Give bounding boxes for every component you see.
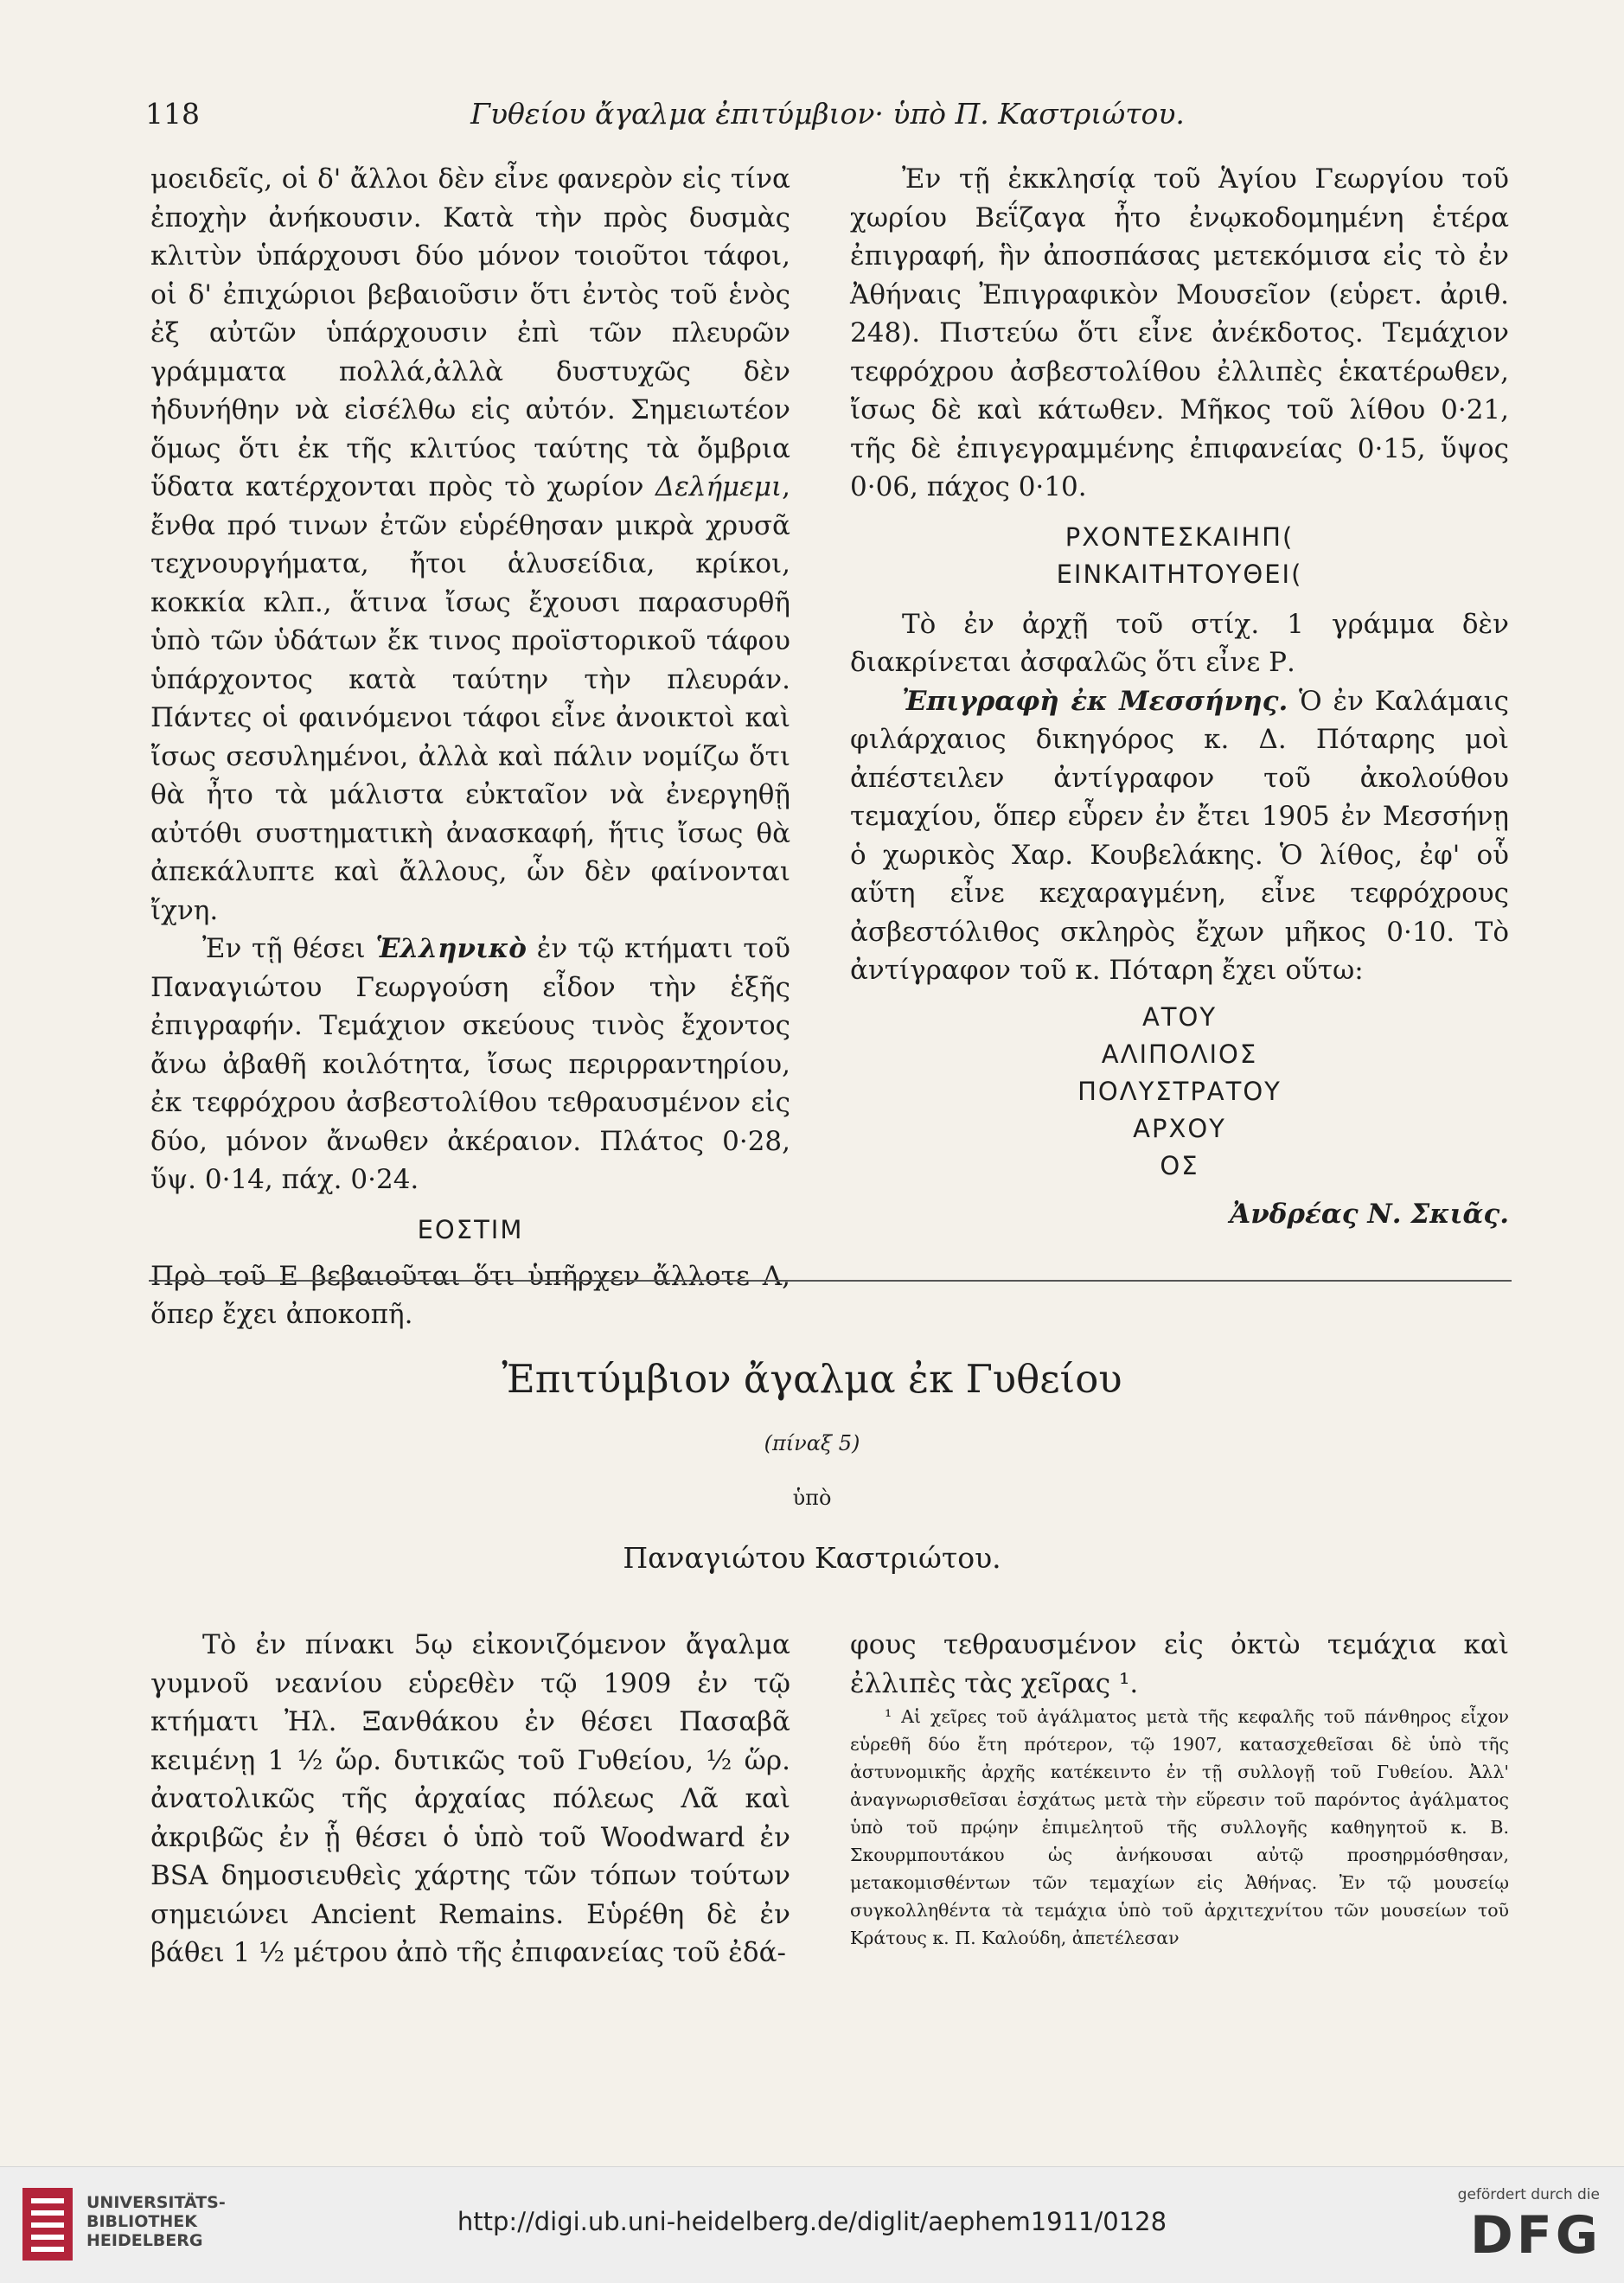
- inscription-line: ΕΙΝΚΑΙΤΗΤΟΥΘΕΙ(: [1056, 559, 1303, 589]
- inscription-block: [850, 999, 1509, 1185]
- author-signature: Ἀνδρέας Ν. Σκιᾶς.: [1230, 1198, 1509, 1230]
- page-number: 118: [145, 97, 200, 131]
- byline-prefix: ὑπὸ: [792, 1486, 832, 1510]
- right-column: [850, 160, 1509, 1233]
- article-left-column: [150, 1626, 790, 1973]
- inscription-block: [850, 519, 1509, 593]
- running-header: [145, 97, 1510, 131]
- paragraph: φους τεθραυσμένον εἰς ὀκτὼ τεμάχια καὶ ἐλλιπὲς τὰς χεῖρας ¹.: [850, 1629, 1509, 1699]
- paragraph: Τὸ ἐν ἀρχῇ τοῦ στίχ. 1 γράμμα δὲν διακρίνεται ἀσφαλῶς ὅτι εἶνε Ρ.: [850, 608, 1509, 678]
- viewer-footer: [0, 2166, 1624, 2283]
- source-url-link[interactable]: http://digi.ub.uni-heidelberg.de/diglit/aephem1911/0128: [457, 2207, 1167, 2236]
- place-name: Ἑλληνικὸ: [375, 933, 527, 964]
- plate-reference: (πίναξ 5): [764, 1431, 860, 1455]
- paragraph: Ἐν τῇ θέσει Ἑλληνικὸ ἐν τῷ κτήματι τοῦ Παναγιώτου Γεωργούση εἶδον τὴν ἑξῆς ἐπιγραφήν. Τεμάχιον σκεύους τινὸς ἔχοντος ἄνω ἀβαθῆ κοιλότητα, ἴσως περιρραντηρίου, ἐκ τεφρόχρου ἀσβεστολίθου τεθραυσμένον εἰς δύο, μόνον ἄνωθεν ἀκέραιον. Πλάτος 0·28, ὕψ. 0·14, πάχ. 0·24.: [150, 933, 790, 1195]
- article-title: Ἐπιτύμβιον ἄγαλμα ἐκ Γυθείου: [502, 1356, 1122, 1402]
- inscription-line: ΑΡΧΟΥ: [1133, 1113, 1226, 1143]
- inscription-line: ΡΧΟΝΤΕΣΚΑΙΗΠ(: [1065, 521, 1295, 552]
- place-name: Δελήμεμι: [655, 471, 783, 502]
- inscription-line: ΑΛΙΠΟΛΙΟΣ: [1101, 1039, 1258, 1069]
- paragraph: μοειδεῖς, οἱ δ' ἄλλοι δὲν εἶνε φανερὸν εἰς τίνα ἐποχὴν ἀνήκουσιν. Κατὰ τὴν πρὸς δυσμὰς κλιτὺν ὑπάρχουσι δύο μόνον τοιοῦτοι τάφοι, οἱ δ' ἐπιχώριοι βεβαιοῦσιν ὅτι ἐντὸς τοῦ ἑνὸς ἐξ αὐτῶν ὑπάρχουσιν ἐπὶ τῶν πλευρῶν γράμματα πολλά,ἀλλὰ δυστυχῶς δὲν ἠδυνήθην νὰ εἰσέλθω εἰς αὐτόν. Σημειωτέον ὅμως ὅτι ἐκ τῆς κλιτύος ταύτης τὰ ὄμβρια ὕδατα κατέρχονται πρὸς τὸ χωρίον Δελήμεμι, ἔνθα πρό τινων ἐτῶν εὑρέθησαν μικρὰ χρυσᾶ τεχνουργήματα, ἤτοι ἁλυσείδια, κρίκοι, κοκκία κλπ., ἅτινα ἴσως ἔχουσι παρασυρθῆ ὑπὸ τῶν ὑδάτων ἔκ τινος προϊστορικοῦ τάφου ὑπάρχοντος κατὰ ταύτην τὴν πλευράν. Πάντες οἱ φαινόμενοι τάφοι εἶνε ἀνοικτοὶ καὶ ἴσως σεσυλημένοι, ἀλλὰ καὶ πάλιν νομίζω ὅτι θὰ ἦτο τὰ μάλιστα εὐκταῖον νὰ ἐνεργηθῇ αὐτόθι συστηματικὴ ἀνασκαφή, ἥτις ἴσως θὰ ἀπεκάλυπτε καὶ ἄλλους, ὧν δὲν φαίνονται ἴχνη.: [150, 163, 790, 926]
- paragraph: Τὸ ἐν πίνακι 5ῳ εἰκονιζόμενον ἄγαλμα γυμνοῦ νεανίου εὑρεθὲν τῷ 1909 ἐν τῷ κτήματι Ἠλ. Ξανθάκου ἐν θέσει Πασαβᾶ κειμένῃ 1 ½ ὥρ. δυτικῶς τοῦ Γυθείου, ½ ὥρ. ἀνατολικῶς τῆς ἀρχαίας πόλεως Λᾶ καὶ ἀκριβῶς ἐν ᾗ θέσει ὁ ὑπὸ τοῦ Woodward ἐν BSA δημοσιευθεὶς χάρτης τῶν τόπων τούτων σημειώνει Ancient Remains. Εὑρέθη δὲ ἐν βάθει 1 ½ μέτρου ἀπὸ τῆς ἐπιφανείας τοῦ ἐδά-: [150, 1629, 790, 1968]
- inscription-text: ΕΟΣΤΙΜ: [417, 1214, 524, 1244]
- library-logo-text[interactable]: UNIVERSITÄTS- BIBLIOTHEK HEIDELBERG: [86, 2193, 226, 2250]
- footnote: ¹ Αἱ χεῖρες τοῦ ἀγάλματος μετὰ τῆς κεφαλῆς τοῦ πάνθηρος εἶχον εὑρεθῆ δύο ἔτη πρότερον, τῷ 1907, κατασχεθεῖσαι δὲ ὑπὸ τῆς ἀστυνομικῆς ἀρχῆς κατέκειντο ἐν τῇ συλλογῇ τοῦ Γυθείου. Ἀλλ' ἀναγνωρισθεῖσαι ἐσχάτως μετὰ τὴν εὕρεσιν τοῦ παρόντος ἀγάλματος ὑπὸ τοῦ πρῴην ἐπιμελητοῦ τῆς συλλογῆς καθηγητοῦ κ. Β. Σκουρμπουτάκου ὡς ἀνήκουσαι αὐτῷ προσηρμόσθησαν, μετακομισθέντων τῶν τεμαχίων εἰς Ἀθήνας. Ἐν τῷ μουσείῳ συγκολληθέντα τὰ τεμάχια ὑπὸ τοῦ ἀρχιτεχνίτου τῶν μουσείων τοῦ Κράτους κ. Π. Καλούδη, ἀπετέλεσαν: [850, 1706, 1509, 1948]
- left-column: [150, 160, 790, 1334]
- inscription-line: ΟΣ: [1160, 1150, 1199, 1180]
- paragraph: Ἐν τῇ ἐκκλησίᾳ τοῦ Ἁγίου Γεωργίου τοῦ χωρίου Βεΐζαγα ἦτο ἐνῳκοδομημένη ἑτέρα ἐπιγραφή, ἣν ἀποσπάσας μετεκόμισα εἰς τὸ ἐν Ἀθήναις Ἐπιγραφικὸν Μουσεῖον (εὑρετ. ἀριθ. 248). Πιστεύω ὅτι εἶνε ἀνέκδοτος. Τεμάχιον τεφρόχρου ἀσβεστολίθου ἐλλιπὲς ἑκατέρωθεν, ἴσως δὲ καὶ κάτωθεν. Μῆκος τοῦ λίθου 0·21, τῆς δὲ ἐπιγεγραμμένης ἐπιφανείας 0·15, ὕψος 0·06, πάχος 0·10.: [850, 163, 1509, 502]
- section-divider: [149, 1280, 1512, 1282]
- dfg-logo[interactable]: DFG: [1469, 2205, 1602, 2266]
- inscription-line: ΠΟΛΥΣΤΡΑΤΟΥ: [1077, 1076, 1282, 1106]
- article-author: Παναγιώτου Καστριώτου.: [623, 1541, 1001, 1575]
- paragraph: Πρὸ τοῦ Ε βεβαιοῦται ὅτι ὑπῆρχεν ἄλλοτε Λ, ὅπερ ἔχει ἀποκοπῆ.: [150, 1260, 790, 1330]
- paragraph: Ἐπιγραφὴ ἐκ Μεσσήνης. Ὁ ἐν Καλάμαις φιλάρχαιος δικηγόρος κ. Δ. Πόταρης μοὶ ἀπέστειλεν ἀντίγραφον τοῦ ἀκολούθου τεμαχίου, ὅπερ εὗρεν ἐν ἔτει 1905 ἐν Μεσσήνῃ ὁ χωρικὸς Χαρ. Κουβελάκης. Ὁ λίθος, ἐφ' οὗ αὕτη εἶνε κεχαραγμένη, εἶνε τεφρόχρους ἀσβεστόλιθος σκληρὸς ἔχων μῆκος 0·10. Τὸ ἀντίγραφον τοῦ κ. Πόταρη ἔχει οὕτω:: [850, 685, 1509, 986]
- article-right-column: [850, 1626, 1509, 1952]
- section-heading: Ἐπιγραφὴ ἐκ Μεσσήνης.: [902, 685, 1288, 717]
- running-title: Γυθείου ἄγαλμα ἐπιτύμβιον· ὑπὸ Π. Καστριώτου.: [470, 97, 1185, 131]
- funding-label: gefördert durch die: [1457, 2186, 1600, 2203]
- inscription-line: ΑΤΟΥ: [1141, 1001, 1218, 1032]
